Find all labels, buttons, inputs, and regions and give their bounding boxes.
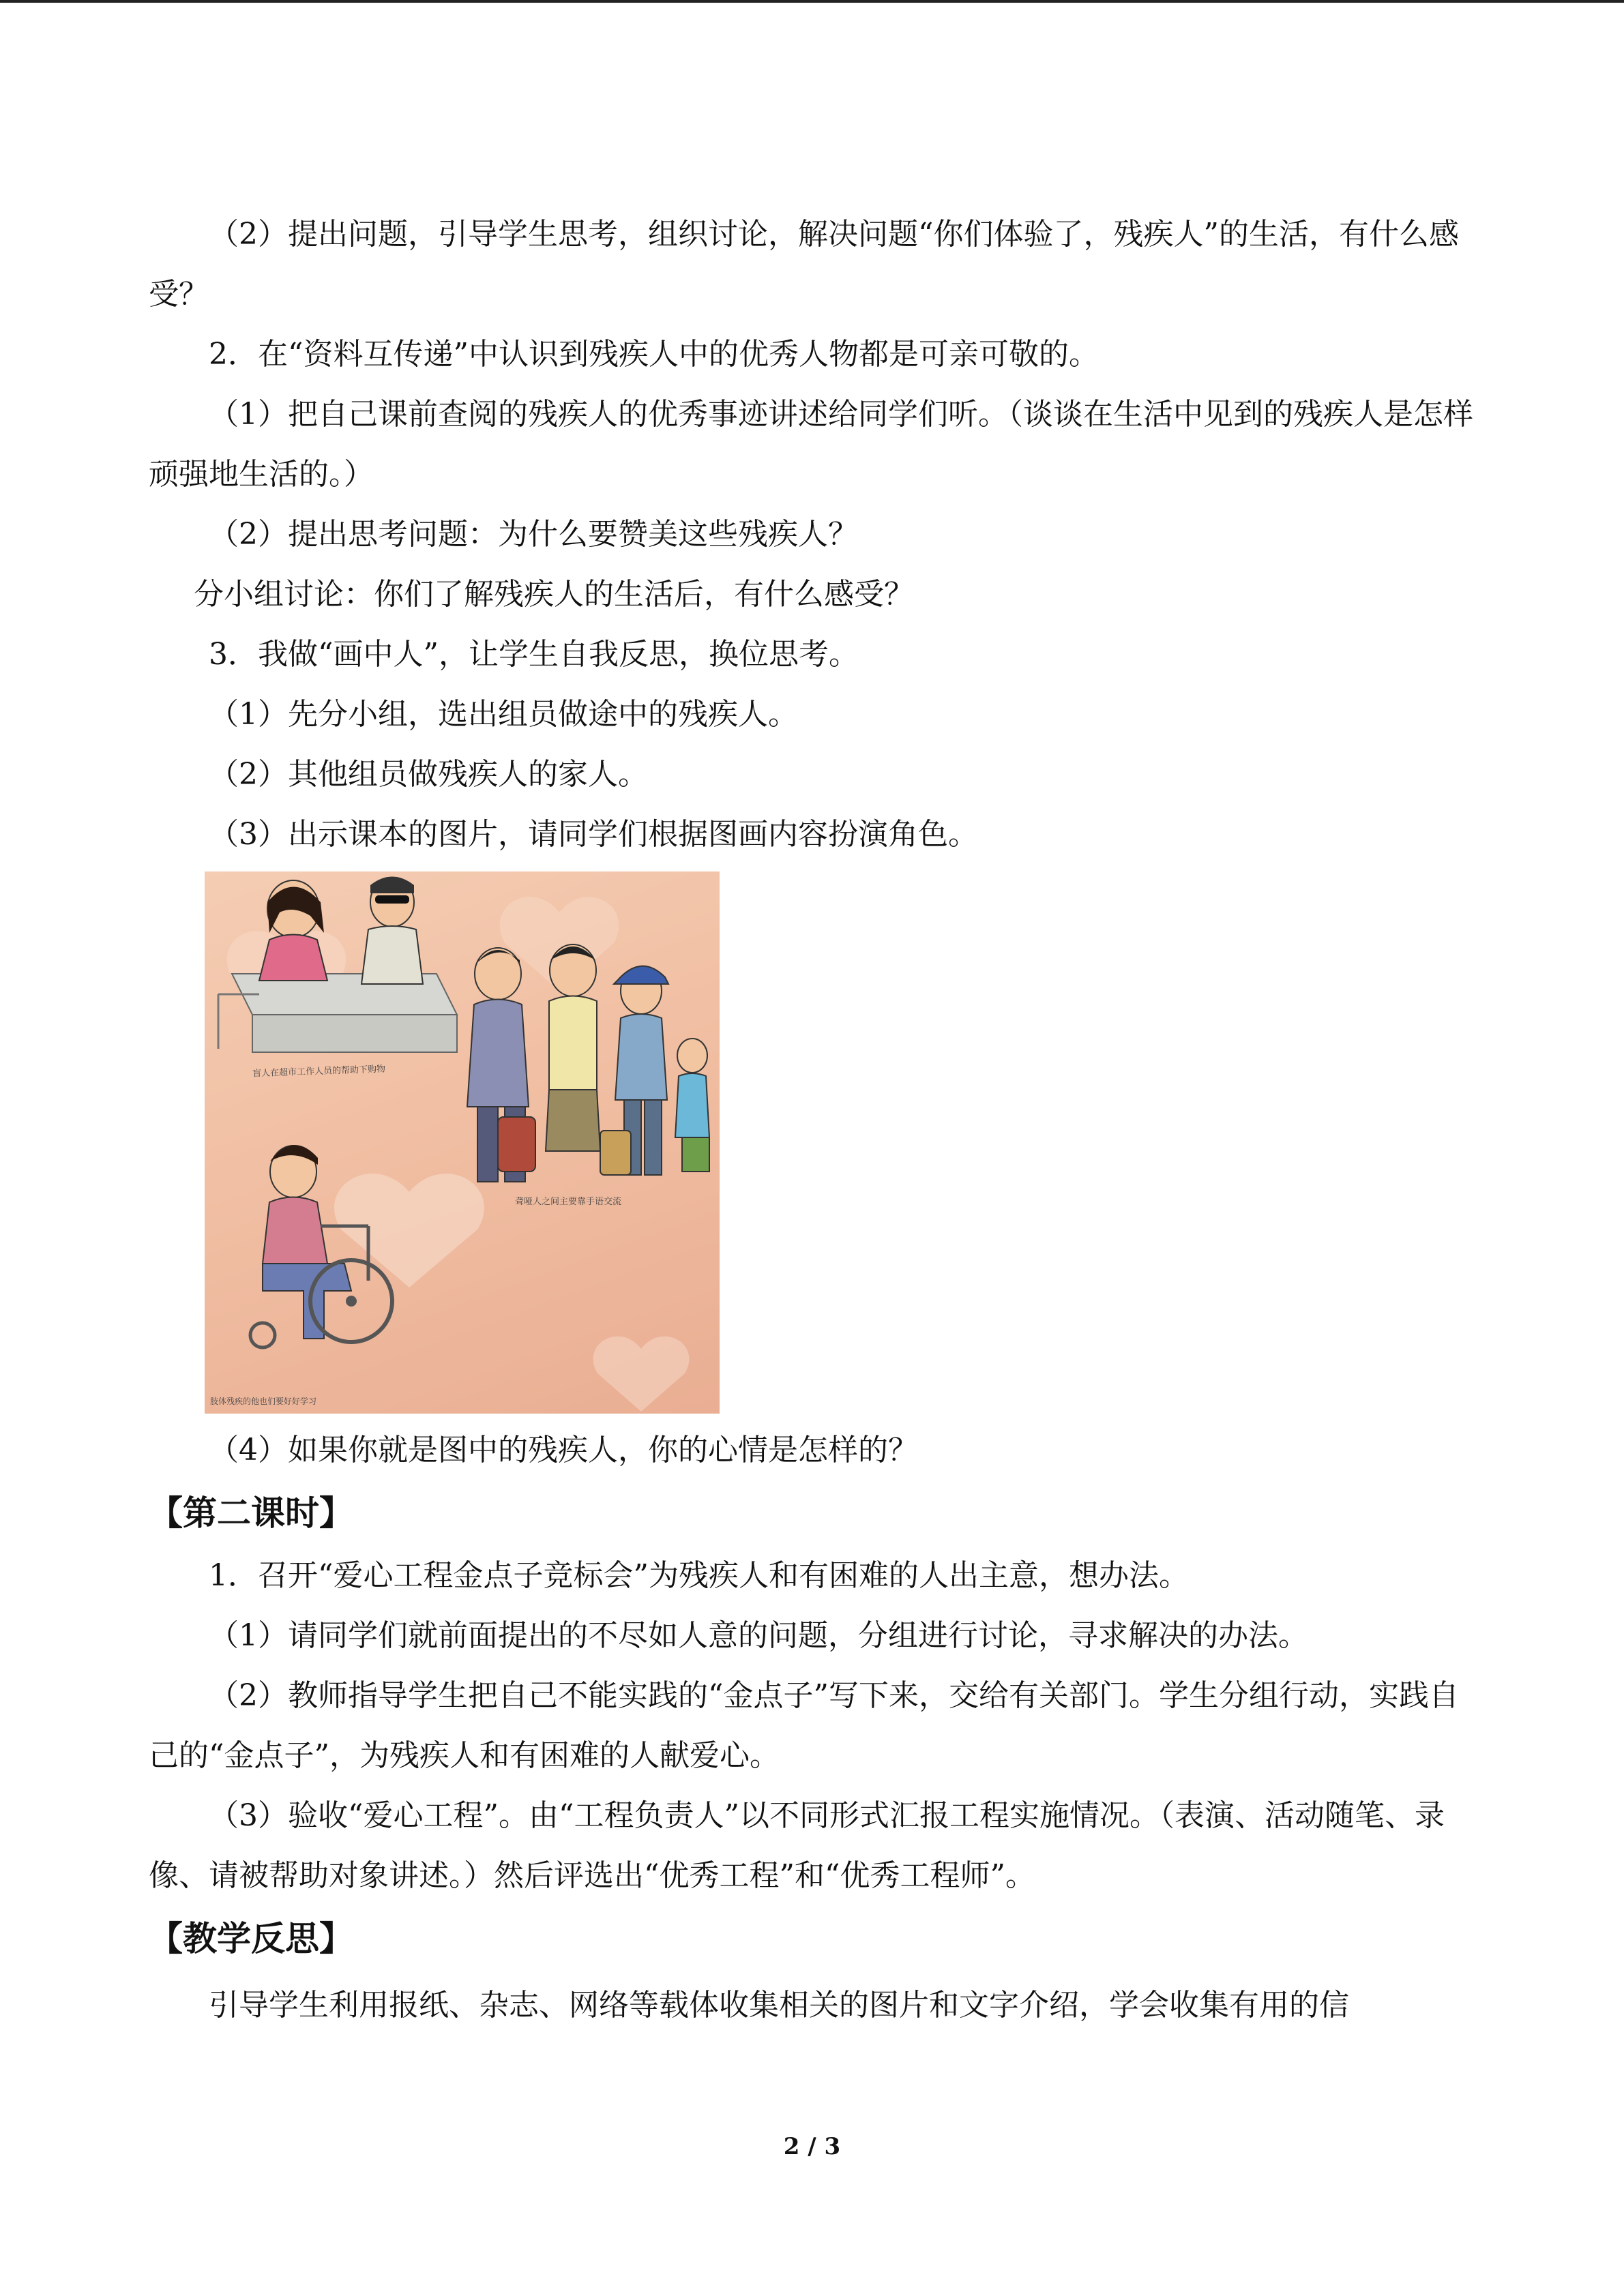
paragraph: （2）其他组员做残疾人的家人。 <box>209 757 648 792</box>
section-title: 【第二课时】 <box>149 1493 353 1533</box>
paragraph: （2）提出思考问题：为什么要赞美这些残疾人？ <box>209 517 858 552</box>
figure-caption: 肢体残疾的他也们要好好学习 <box>210 1397 317 1406</box>
paragraph: （1）先分小组，选出组员做途中的残疾人。 <box>209 697 798 732</box>
paragraph: （2）提出问题，引导学生思考，组织讨论，解决问题“你们体验了，残疾人”的生活，有什么感受？ <box>149 217 1459 312</box>
paragraph: 引导学生利用报纸、杂志、网络等载体收集相关的图片和文字介绍，学会收集有用的信 <box>209 1988 1349 2023</box>
paragraph: （1）把自己课前查阅的残疾人的优秀事迹讲述给同学们听。（谈谈在生活中见到的残疾人是怎样顽强地生活的。） <box>149 397 1473 492</box>
top-border-line <box>0 0 1624 3</box>
paragraph: （3）出示课本的图片，请同学们根据图画内容扮演角色。 <box>209 817 978 852</box>
paragraph: （4）如果你就是图中的残疾人，你的心情是怎样的？ <box>209 1433 918 1467</box>
paragraph: 3．我做“画中人”，让学生自我反思，换位思考。 <box>209 637 859 672</box>
paragraph: （2）教师指导学生把自己不能实践的“金点子”写下来，交给有关部门。学生分组行动，实践自己的“金点子”，为残疾人和有困难的人献爱心。 <box>149 1678 1459 1773</box>
paragraph: 2．在“资料互传递”中认识到残疾人中的优秀人物都是可亲可敬的。 <box>209 337 1099 372</box>
paragraph: 分小组讨论：你们了解残疾人的生活后，有什么感受？ <box>194 577 914 612</box>
page-number: 2 / 3 <box>783 2133 841 2160</box>
figure-caption: 盲人在超市工作人员的帮助下购物 <box>252 1064 386 1079</box>
textbook-illustration <box>205 871 720 1414</box>
section-title: 【教学反思】 <box>149 1919 353 1958</box>
paragraph: （1）请同学们就前面提出的不尽如人意的问题，分组进行讨论，寻求解决的办法。 <box>209 1618 1308 1653</box>
paragraph: （3）验收“爱心工程”。由“工程负责人”以不同形式汇报工程实施情况。（表演、活动随笔、录像、请被帮助对象讲述。）然后评选出“优秀工程”和“优秀工程师”。 <box>149 1798 1445 1893</box>
document-page <box>149 205 1475 2036</box>
figure-caption: 聋哑人之间主要靠手语交流 <box>515 1197 622 1207</box>
paragraph: 1．召开“爱心工程金点子竞标会”为残疾人和有困难的人出主意，想办法。 <box>209 1558 1189 1593</box>
